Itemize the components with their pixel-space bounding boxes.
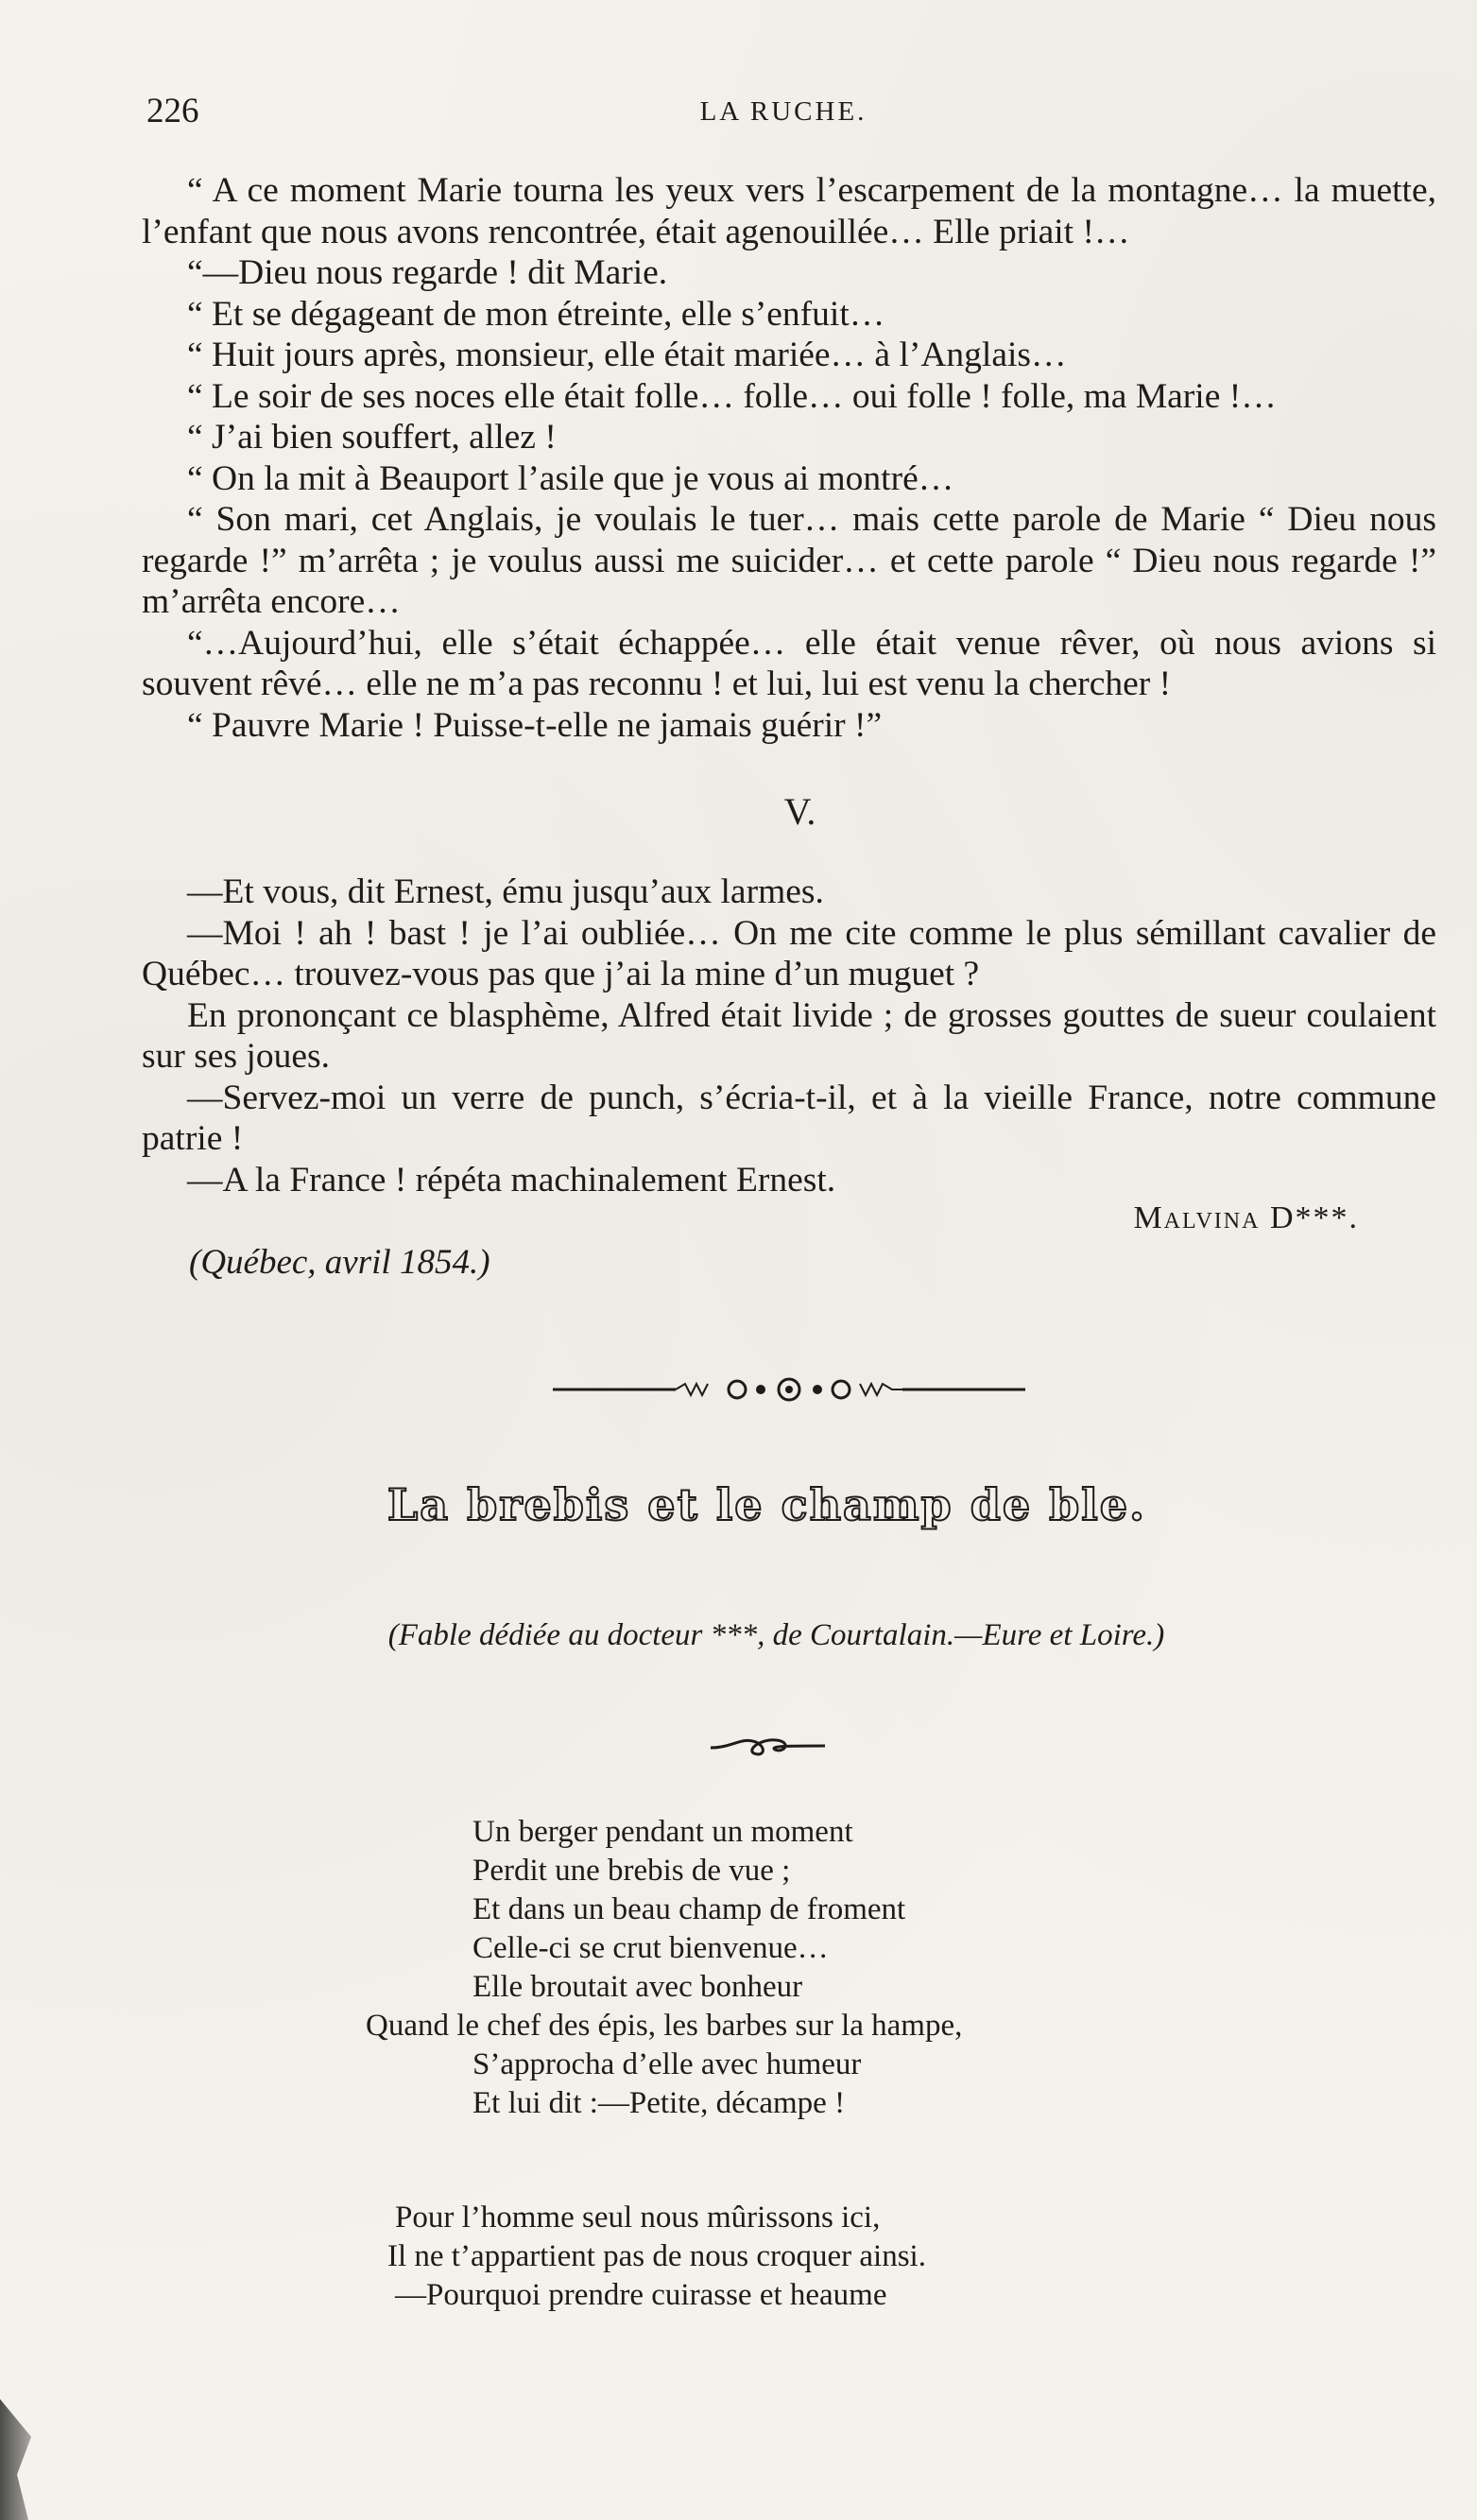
- verse-line: —Pourquoi prendre cuirasse et heaume: [395, 2278, 887, 2312]
- paragraph: —A la France ! répéta machinalement Ernest.: [187, 1160, 836, 1200]
- page-number: 226: [146, 92, 199, 130]
- paragraph: “ Pauvre Marie ! Puisse-t-elle ne jamais guérir !”: [187, 705, 883, 745]
- verse-line: Pour l’homme seul nous mûrissons ici,: [395, 2201, 881, 2235]
- story-text-part2: [142, 872, 1436, 1200]
- paragraph: “ J’ai bien souffert, allez !: [187, 418, 557, 457]
- flourish-ornament: [709, 1733, 827, 1759]
- verse-line: S’approcha d’elle avec humeur: [472, 2047, 862, 2081]
- paragraph: “ Huit jours après, monsieur, elle était mariée… à l’Anglais…: [187, 336, 1067, 374]
- fable-stanza-1: [366, 1813, 963, 2123]
- paragraph: —Et vous, dit Ernest, ému jusqu’aux larmes.: [187, 872, 824, 911]
- verse-line: Perdit une brebis de vue ;: [472, 1854, 791, 1888]
- verse-line: Elle broutait avec bonheur: [472, 1970, 803, 2004]
- paragraph: “ A ce moment Marie tourna les yeux vers l’escarpement de la montagne… la muette, l’enfant que nous avons rencontrée, était agenouillée… Elle priait !…: [142, 171, 1436, 251]
- verse-line: Quand le chef des épis, les barbes sur la hampe,: [366, 2009, 963, 2043]
- author-signature: Malvina D***.: [1133, 1200, 1359, 1235]
- paragraph: “ Le soir de ses noces elle était folle… folle… oui folle ! folle, ma Marie !…: [187, 376, 1277, 416]
- verse-line: Et lui dit :—Petite, décampe !: [472, 2086, 846, 2120]
- paragraph: “ Son mari, cet Anglais, je voulais le tuer… mais cette parole de Marie “ Dieu nous regarde !” m’arrêta ; je voulus aussi me suicider… et cette parole “ Dieu nous regarde !” m’arrêta encore…: [142, 500, 1436, 621]
- paragraph: —Servez-moi un verre de punch, s’écria-t-il, et à la vieille France, notre commune patrie !: [142, 1078, 1436, 1158]
- verse-line: Il ne t’appartient pas de nous croquer ainsi.: [387, 2239, 926, 2273]
- paragraph: En prononçant ce blasphème, Alfred était livide ; de grosses gouttes de sueur coulaient sur ses joues.: [142, 995, 1436, 1076]
- dateline: (Québec, avril 1854.): [189, 1243, 490, 1282]
- paragraph: “ On la mit à Beauport l’asile que je vous ai montré…: [187, 458, 954, 498]
- fable-dedication: (Fable dédiée au docteur ***, de Courtalain.—Eure et Loire.): [387, 1618, 1165, 1652]
- page-edge-mark: [0, 2369, 57, 2520]
- verse-line: Et dans un beau champ de froment: [472, 1892, 906, 1926]
- verse-line: Celle-ci se crut bienvenue…: [472, 1931, 829, 1965]
- paragraph: “—Dieu nous regarde ! dit Marie.: [187, 253, 668, 292]
- paragraph: “…Aujourd’hui, elle s’était échappée… elle était venue rêver, où nous avions si souvent rêvé… elle ne m’a pas reconnu ! et lui, lui est venu la chercher !: [142, 623, 1436, 703]
- page-header: [146, 91, 1420, 138]
- paragraph: —Moi ! ah ! bast ! je l’ai oubliée… On me cite comme le plus sémillant cavalier de Québec… trouvez-vous pas que j’ai la mine d’un muguet ?: [142, 913, 1436, 993]
- paragraph: “ Et se dégageant de mon étreinte, elle s’enfuit…: [187, 294, 885, 334]
- verse-line: Un berger pendant un moment: [472, 1815, 853, 1849]
- fable-stanza-2: [387, 2199, 926, 2315]
- running-title: LA RUCHE.: [699, 96, 867, 127]
- story-text-part1: [142, 170, 1436, 746]
- section-number: V.: [783, 790, 816, 833]
- decorative-divider: [553, 1371, 1025, 1408]
- fable-title: La brebis et le champ de ble.: [386, 1479, 1147, 1530]
